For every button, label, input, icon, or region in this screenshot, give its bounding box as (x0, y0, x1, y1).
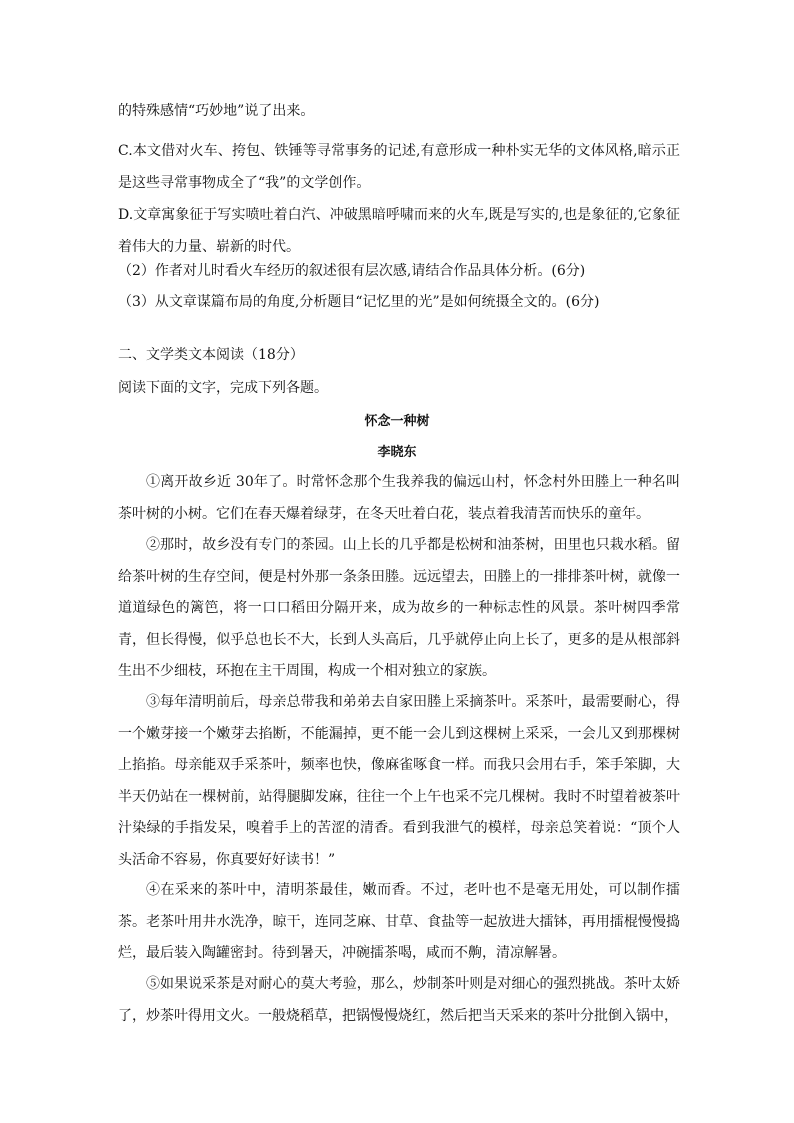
article-paragraph-3: ③每年清明前后，母亲总带我和弟弟去自家田塍上采摘茶叶。采茶叶，最需要耐心，得一个嫩芽接一个嫩芽去掐断，不能漏掉，更不能一会儿到这棵树上采采，一会儿又到那棵树上掐掐。母亲能双手采茶叶，频率也快，像麻雀啄食一样。而我只会用右手，笨手笨脚，大半天仍站在一棵树前，站得腿脚发麻，往往一个上午也采不完几棵树。我时不时望着被茶叶汁染绿的手指发呆，嗅着手上的苦涩的清香。看到我泄气的模样，母亲总笑着说：“顶个人头活命不容易，你真要好好读书！” (118, 694, 680, 868)
question-3: （3）从文章谋篇布局的角度,分析题目“记忆里的光”是如何统摄全文的。(6分) (118, 294, 600, 310)
option-c: C.本文借对火车、挎包、铁锤等寻常事务的记述,有意形成一种朴实无华的文体风格,暗示正是这些寻常事物成全了“我”的文学创作。 (118, 143, 680, 191)
option-b-tail: 的特殊感情“巧妙地”说了出来。 (118, 103, 315, 119)
article-paragraph-5: ⑤如果说采茶是对耐心的莫大考验，那么，炒制茶叶则是对细心的强烈挑战。茶叶太娇了，炒茶叶得用文火。一般烧稻草，把锅慢慢烧红，然后把当天采来的茶叶分批倒入锅中， (118, 976, 680, 1024)
section-heading: 二、文学类文本阅读（18分） (118, 347, 304, 363)
option-d: D.文章寓象征于写实喷吐着白汽、冲破黑暗呼啸而来的火车,既是写实的,也是象征的,它象征着伟大的力量、崭新的时代。 (118, 207, 680, 255)
article-title: 怀念一种树 (364, 414, 430, 429)
article-paragraph-1: ①离开故乡近 30年了。时常怀念那个生我养我的偏远山村，怀念村外田塍上一种名叫茶叶树的小树。它们在春天爆着绿芽，在冬天吐着白花，装点着我清苦而快乐的童年。 (118, 474, 680, 522)
article-author: 李晓东 (377, 445, 417, 460)
section-instruction: 阅读下面的文字，完成下列各题。 (118, 380, 328, 396)
article-paragraph-2: ②那时，故乡没有专门的茶园。山上长的几乎都是松树和油茶树，田里也只栽水稻。留给茶叶树的生存空间，便是村外那一条条田塍。远远望去，田塍上的一排排茶叶树，就像一道道绿色的篱笆，将一口口稻田分隔开来，成为故乡的一种标志性的风景。茶叶树四季常青，但长得慢，似乎总也长不大，长到人头高后，几乎就停止向上长了，更多的是从根部斜生出不少细枝，环抱在主干周围，构成一个相对独立的家族。 (118, 537, 680, 679)
question-2: （2）作者对儿时看火车经历的叙述很有层次感,请结合作品具体分析。(6分) (118, 263, 586, 279)
article-paragraph-4: ④在采来的茶叶中，清明茶最佳，嫩而香。不过，老叶也不是毫无用处，可以制作擂茶。老茶叶用井水洗净，晾干，连同芝麻、甘草、食盐等一起放进大擂钵，再用擂棍慢慢捣烂，最后装入陶罐密封。待到暑天，冲碗擂茶喝，咸而不齁，清凉解暑。 (118, 882, 680, 961)
